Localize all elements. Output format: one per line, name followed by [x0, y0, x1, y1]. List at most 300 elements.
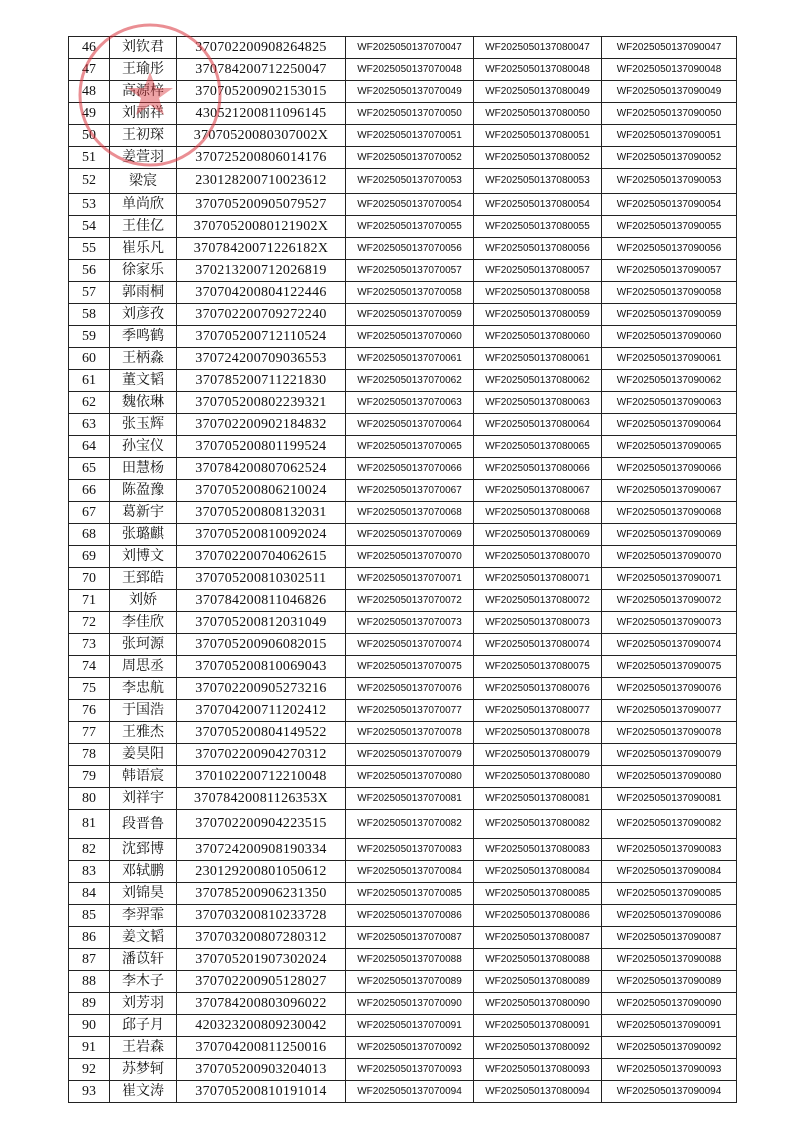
- row-number-cell: 59: [69, 326, 110, 348]
- student-name-cell: 高源梓: [110, 81, 177, 103]
- row-number-cell: 76: [69, 700, 110, 722]
- id-number-cell: 370703200807280312: [177, 927, 346, 949]
- table-row: [69, 147, 737, 169]
- code-080-cell: WF2025050137080052: [474, 147, 602, 169]
- row-number-cell: 85: [69, 905, 110, 927]
- code-070-cell: WF2025050137070069: [346, 524, 474, 546]
- student-name-cell: 葛新宇: [110, 502, 177, 524]
- table-row: [69, 458, 737, 480]
- code-080-cell: WF2025050137080089: [474, 971, 602, 993]
- code-090-cell: WF2025050137090077: [602, 700, 737, 722]
- code-080-cell: WF2025050137080066: [474, 458, 602, 480]
- table-row: [69, 546, 737, 568]
- student-name-cell: 季鸣鹤: [110, 326, 177, 348]
- table-row: [69, 169, 737, 194]
- id-number-cell: 370703200810233728: [177, 905, 346, 927]
- code-070-cell: WF2025050137070091: [346, 1015, 474, 1037]
- student-name-cell: 刘锦昊: [110, 883, 177, 905]
- table-row: [69, 634, 737, 656]
- student-name-cell: 李羿霏: [110, 905, 177, 927]
- code-090-cell: WF2025050137090074: [602, 634, 737, 656]
- code-080-cell: WF2025050137080063: [474, 392, 602, 414]
- code-070-cell: WF2025050137070089: [346, 971, 474, 993]
- code-090-cell: WF2025050137090073: [602, 612, 737, 634]
- code-070-cell: WF2025050137070051: [346, 125, 474, 147]
- code-070-cell: WF2025050137070075: [346, 656, 474, 678]
- code-090-cell: WF2025050137090088: [602, 949, 737, 971]
- student-name-cell: 陈盈豫: [110, 480, 177, 502]
- table-row: [69, 744, 737, 766]
- code-090-cell: WF2025050137090087: [602, 927, 737, 949]
- id-number-cell: 370213200712026819: [177, 260, 346, 282]
- code-090-cell: WF2025050137090082: [602, 810, 737, 839]
- code-070-cell: WF2025050137070079: [346, 744, 474, 766]
- student-name-cell: 李忠航: [110, 678, 177, 700]
- id-number-cell: 370705200806210024: [177, 480, 346, 502]
- code-070-cell: WF2025050137070056: [346, 238, 474, 260]
- code-080-cell: WF2025050137080074: [474, 634, 602, 656]
- student-name-cell: 刘芳羽: [110, 993, 177, 1015]
- id-number-cell: 37078420081126353X: [177, 788, 346, 810]
- code-090-cell: WF2025050137090049: [602, 81, 737, 103]
- code-090-cell: WF2025050137090089: [602, 971, 737, 993]
- table-row: [69, 125, 737, 147]
- code-090-cell: WF2025050137090050: [602, 103, 737, 125]
- id-number-cell: 370784200803096022: [177, 993, 346, 1015]
- code-080-cell: WF2025050137080078: [474, 722, 602, 744]
- code-080-cell: WF2025050137080047: [474, 37, 602, 59]
- code-080-cell: WF2025050137080091: [474, 1015, 602, 1037]
- code-090-cell: WF2025050137090054: [602, 194, 737, 216]
- code-090-cell: WF2025050137090079: [602, 744, 737, 766]
- code-090-cell: WF2025050137090071: [602, 568, 737, 590]
- student-name-cell: 邱子月: [110, 1015, 177, 1037]
- code-080-cell: WF2025050137080088: [474, 949, 602, 971]
- id-number-cell: 430521200811096145: [177, 103, 346, 125]
- code-090-cell: WF2025050137090053: [602, 169, 737, 194]
- code-070-cell: WF2025050137070085: [346, 883, 474, 905]
- id-number-cell: 370702200905273216: [177, 678, 346, 700]
- code-090-cell: WF2025050137090078: [602, 722, 737, 744]
- table-row: [69, 568, 737, 590]
- table-row: [69, 436, 737, 458]
- id-number-cell: 370704200711202412: [177, 700, 346, 722]
- table-row: [69, 194, 737, 216]
- code-080-cell: WF2025050137080085: [474, 883, 602, 905]
- code-070-cell: WF2025050137070088: [346, 949, 474, 971]
- code-090-cell: WF2025050137090083: [602, 839, 737, 861]
- code-090-cell: WF2025050137090086: [602, 905, 737, 927]
- code-070-cell: WF2025050137070090: [346, 993, 474, 1015]
- code-070-cell: WF2025050137070077: [346, 700, 474, 722]
- table-row: [69, 700, 737, 722]
- code-080-cell: WF2025050137080053: [474, 169, 602, 194]
- table-row: [69, 722, 737, 744]
- code-070-cell: WF2025050137070047: [346, 37, 474, 59]
- code-070-cell: WF2025050137070071: [346, 568, 474, 590]
- code-080-cell: WF2025050137080090: [474, 993, 602, 1015]
- id-number-cell: 370702200908264825: [177, 37, 346, 59]
- student-name-cell: 徐家乐: [110, 260, 177, 282]
- student-name-cell: 王柄淼: [110, 348, 177, 370]
- code-070-cell: WF2025050137070082: [346, 810, 474, 839]
- row-number-cell: 69: [69, 546, 110, 568]
- code-070-cell: WF2025050137070053: [346, 169, 474, 194]
- student-name-cell: 王初琛: [110, 125, 177, 147]
- table-row: [69, 590, 737, 612]
- row-number-cell: 60: [69, 348, 110, 370]
- table-row: [69, 883, 737, 905]
- table-row: [69, 216, 737, 238]
- table-row: [69, 810, 737, 839]
- row-number-cell: 74: [69, 656, 110, 678]
- code-070-cell: WF2025050137070059: [346, 304, 474, 326]
- row-number-cell: 47: [69, 59, 110, 81]
- code-070-cell: WF2025050137070086: [346, 905, 474, 927]
- code-090-cell: WF2025050137090076: [602, 678, 737, 700]
- student-name-cell: 刘娇: [110, 590, 177, 612]
- id-number-cell: 370705200812031049: [177, 612, 346, 634]
- code-080-cell: WF2025050137080070: [474, 546, 602, 568]
- table-row: [69, 304, 737, 326]
- code-090-cell: WF2025050137090048: [602, 59, 737, 81]
- id-number-cell: 370784200712250047: [177, 59, 346, 81]
- table-row: [69, 370, 737, 392]
- row-number-cell: 79: [69, 766, 110, 788]
- table-row: [69, 839, 737, 861]
- code-070-cell: WF2025050137070065: [346, 436, 474, 458]
- row-number-cell: 93: [69, 1081, 110, 1103]
- code-070-cell: WF2025050137070058: [346, 282, 474, 304]
- code-090-cell: WF2025050137090067: [602, 480, 737, 502]
- code-090-cell: WF2025050137090069: [602, 524, 737, 546]
- code-090-cell: WF2025050137090052: [602, 147, 737, 169]
- student-name-cell: 刘祥宇: [110, 788, 177, 810]
- id-number-cell: 370702200904270312: [177, 744, 346, 766]
- table-row: [69, 949, 737, 971]
- code-070-cell: WF2025050137070073: [346, 612, 474, 634]
- table-row: [69, 348, 737, 370]
- student-name-cell: 王佳亿: [110, 216, 177, 238]
- code-080-cell: WF2025050137080081: [474, 788, 602, 810]
- code-080-cell: WF2025050137080094: [474, 1081, 602, 1103]
- row-number-cell: 56: [69, 260, 110, 282]
- code-080-cell: WF2025050137080050: [474, 103, 602, 125]
- table-row: [69, 1037, 737, 1059]
- id-number-cell: 370705200810191014: [177, 1081, 346, 1103]
- code-090-cell: WF2025050137090062: [602, 370, 737, 392]
- row-number-cell: 54: [69, 216, 110, 238]
- row-number-cell: 82: [69, 839, 110, 861]
- code-090-cell: WF2025050137090093: [602, 1059, 737, 1081]
- code-070-cell: WF2025050137070076: [346, 678, 474, 700]
- row-number-cell: 89: [69, 993, 110, 1015]
- student-name-cell: 刘彦孜: [110, 304, 177, 326]
- code-080-cell: WF2025050137080093: [474, 1059, 602, 1081]
- code-090-cell: WF2025050137090081: [602, 788, 737, 810]
- id-number-cell: 370705200905079527: [177, 194, 346, 216]
- id-number-cell: 420323200809230042: [177, 1015, 346, 1037]
- table-row: [69, 1015, 737, 1037]
- student-name-cell: 单尚欣: [110, 194, 177, 216]
- student-name-cell: 魏依琳: [110, 392, 177, 414]
- row-number-cell: 70: [69, 568, 110, 590]
- student-name-cell: 崔文涛: [110, 1081, 177, 1103]
- code-080-cell: WF2025050137080048: [474, 59, 602, 81]
- id-number-cell: 370705200712110524: [177, 326, 346, 348]
- code-080-cell: WF2025050137080065: [474, 436, 602, 458]
- student-name-cell: 刘钦君: [110, 37, 177, 59]
- code-070-cell: WF2025050137070067: [346, 480, 474, 502]
- code-080-cell: WF2025050137080073: [474, 612, 602, 634]
- code-080-cell: WF2025050137080054: [474, 194, 602, 216]
- code-080-cell: WF2025050137080051: [474, 125, 602, 147]
- student-name-cell: 王雅杰: [110, 722, 177, 744]
- id-number-cell: 230129200801050612: [177, 861, 346, 883]
- code-070-cell: WF2025050137070061: [346, 348, 474, 370]
- student-name-cell: 张璐麒: [110, 524, 177, 546]
- code-080-cell: WF2025050137080082: [474, 810, 602, 839]
- code-070-cell: WF2025050137070081: [346, 788, 474, 810]
- id-number-cell: 370785200711221830: [177, 370, 346, 392]
- student-name-cell: 段晋鲁: [110, 810, 177, 839]
- row-number-cell: 77: [69, 722, 110, 744]
- id-number-cell: 370705200808132031: [177, 502, 346, 524]
- code-070-cell: WF2025050137070064: [346, 414, 474, 436]
- table-row: [69, 59, 737, 81]
- table-row: [69, 480, 737, 502]
- row-number-cell: 51: [69, 147, 110, 169]
- code-090-cell: WF2025050137090055: [602, 216, 737, 238]
- row-number-cell: 46: [69, 37, 110, 59]
- student-name-cell: 李木子: [110, 971, 177, 993]
- student-name-cell: 潘苡轩: [110, 949, 177, 971]
- table-row: [69, 1059, 737, 1081]
- row-number-cell: 83: [69, 861, 110, 883]
- code-090-cell: WF2025050137090058: [602, 282, 737, 304]
- code-090-cell: WF2025050137090047: [602, 37, 737, 59]
- student-name-cell: 郭雨桐: [110, 282, 177, 304]
- code-090-cell: WF2025050137090059: [602, 304, 737, 326]
- row-number-cell: 66: [69, 480, 110, 502]
- code-080-cell: WF2025050137080080: [474, 766, 602, 788]
- code-090-cell: WF2025050137090080: [602, 766, 737, 788]
- id-number-cell: 370705200906082015: [177, 634, 346, 656]
- student-name-cell: 苏梦轲: [110, 1059, 177, 1081]
- roster-sheet: [68, 36, 737, 1103]
- row-number-cell: 68: [69, 524, 110, 546]
- code-090-cell: WF2025050137090090: [602, 993, 737, 1015]
- id-number-cell: 370705200804149522: [177, 722, 346, 744]
- table-row: [69, 524, 737, 546]
- id-number-cell: 370705200801199524: [177, 436, 346, 458]
- table-row: [69, 927, 737, 949]
- row-number-cell: 67: [69, 502, 110, 524]
- id-number-cell: 370705200810302511: [177, 568, 346, 590]
- row-number-cell: 80: [69, 788, 110, 810]
- code-080-cell: WF2025050137080092: [474, 1037, 602, 1059]
- id-number-cell: 370725200806014176: [177, 147, 346, 169]
- student-name-cell: 孙宝仪: [110, 436, 177, 458]
- table-row: [69, 788, 737, 810]
- code-090-cell: WF2025050137090084: [602, 861, 737, 883]
- code-080-cell: WF2025050137080077: [474, 700, 602, 722]
- id-number-cell: 37070520080121902X: [177, 216, 346, 238]
- code-080-cell: WF2025050137080075: [474, 656, 602, 678]
- table-row: [69, 971, 737, 993]
- code-090-cell: WF2025050137090092: [602, 1037, 737, 1059]
- student-name-cell: 姜文韬: [110, 927, 177, 949]
- code-080-cell: WF2025050137080069: [474, 524, 602, 546]
- code-080-cell: WF2025050137080062: [474, 370, 602, 392]
- code-070-cell: WF2025050137070084: [346, 861, 474, 883]
- row-number-cell: 91: [69, 1037, 110, 1059]
- row-number-cell: 73: [69, 634, 110, 656]
- id-number-cell: 37078420071226182X: [177, 238, 346, 260]
- id-number-cell: 370785200906231350: [177, 883, 346, 905]
- code-080-cell: WF2025050137080067: [474, 480, 602, 502]
- code-080-cell: WF2025050137080079: [474, 744, 602, 766]
- code-070-cell: WF2025050137070055: [346, 216, 474, 238]
- code-080-cell: WF2025050137080055: [474, 216, 602, 238]
- code-090-cell: WF2025050137090051: [602, 125, 737, 147]
- roster-table: [68, 36, 737, 1103]
- id-number-cell: 370704200804122446: [177, 282, 346, 304]
- code-070-cell: WF2025050137070083: [346, 839, 474, 861]
- code-080-cell: WF2025050137080049: [474, 81, 602, 103]
- student-name-cell: 王瑜彤: [110, 59, 177, 81]
- code-090-cell: WF2025050137090056: [602, 238, 737, 260]
- table-row: [69, 81, 737, 103]
- code-090-cell: WF2025050137090066: [602, 458, 737, 480]
- code-080-cell: WF2025050137080084: [474, 861, 602, 883]
- row-number-cell: 81: [69, 810, 110, 839]
- code-070-cell: WF2025050137070087: [346, 927, 474, 949]
- table-row: [69, 861, 737, 883]
- student-name-cell: 姜萱羽: [110, 147, 177, 169]
- row-number-cell: 50: [69, 125, 110, 147]
- code-070-cell: WF2025050137070048: [346, 59, 474, 81]
- student-name-cell: 张珂源: [110, 634, 177, 656]
- row-number-cell: 78: [69, 744, 110, 766]
- id-number-cell: 370705200810069043: [177, 656, 346, 678]
- student-name-cell: 李佳欣: [110, 612, 177, 634]
- id-number-cell: 370705200903204013: [177, 1059, 346, 1081]
- code-070-cell: WF2025050137070074: [346, 634, 474, 656]
- row-number-cell: 72: [69, 612, 110, 634]
- code-090-cell: WF2025050137090061: [602, 348, 737, 370]
- table-row: [69, 392, 737, 414]
- table-row: [69, 993, 737, 1015]
- id-number-cell: 370702200902184832: [177, 414, 346, 436]
- row-number-cell: 92: [69, 1059, 110, 1081]
- table-row: [69, 282, 737, 304]
- code-080-cell: WF2025050137080061: [474, 348, 602, 370]
- code-090-cell: WF2025050137090068: [602, 502, 737, 524]
- table-row: [69, 260, 737, 282]
- table-row: [69, 103, 737, 125]
- code-070-cell: WF2025050137070066: [346, 458, 474, 480]
- code-070-cell: WF2025050137070060: [346, 326, 474, 348]
- code-070-cell: WF2025050137070063: [346, 392, 474, 414]
- code-070-cell: WF2025050137070080: [346, 766, 474, 788]
- row-number-cell: 90: [69, 1015, 110, 1037]
- student-name-cell: 梁宸: [110, 169, 177, 194]
- row-number-cell: 57: [69, 282, 110, 304]
- code-080-cell: WF2025050137080060: [474, 326, 602, 348]
- code-070-cell: WF2025050137070094: [346, 1081, 474, 1103]
- code-070-cell: WF2025050137070070: [346, 546, 474, 568]
- table-row: [69, 678, 737, 700]
- code-080-cell: WF2025050137080087: [474, 927, 602, 949]
- code-080-cell: WF2025050137080083: [474, 839, 602, 861]
- student-name-cell: 王岩森: [110, 1037, 177, 1059]
- id-number-cell: 370702200904223515: [177, 810, 346, 839]
- code-080-cell: WF2025050137080059: [474, 304, 602, 326]
- row-number-cell: 65: [69, 458, 110, 480]
- code-080-cell: WF2025050137080071: [474, 568, 602, 590]
- id-number-cell: 370705200902153015: [177, 81, 346, 103]
- table-row: [69, 905, 737, 927]
- id-number-cell: 370784200807062524: [177, 458, 346, 480]
- code-090-cell: WF2025050137090064: [602, 414, 737, 436]
- code-090-cell: WF2025050137090091: [602, 1015, 737, 1037]
- code-080-cell: WF2025050137080068: [474, 502, 602, 524]
- code-080-cell: WF2025050137080058: [474, 282, 602, 304]
- student-name-cell: 董文韬: [110, 370, 177, 392]
- table-row: [69, 502, 737, 524]
- code-090-cell: WF2025050137090070: [602, 546, 737, 568]
- id-number-cell: 370702200709272240: [177, 304, 346, 326]
- code-080-cell: WF2025050137080056: [474, 238, 602, 260]
- id-number-cell: 370724200908190334: [177, 839, 346, 861]
- student-name-cell: 邓轼鹏: [110, 861, 177, 883]
- code-080-cell: WF2025050137080076: [474, 678, 602, 700]
- code-080-cell: WF2025050137080072: [474, 590, 602, 612]
- code-070-cell: WF2025050137070052: [346, 147, 474, 169]
- table-row: [69, 414, 737, 436]
- code-080-cell: WF2025050137080086: [474, 905, 602, 927]
- row-number-cell: 75: [69, 678, 110, 700]
- id-number-cell: 370724200709036553: [177, 348, 346, 370]
- code-090-cell: WF2025050137090075: [602, 656, 737, 678]
- code-090-cell: WF2025050137090057: [602, 260, 737, 282]
- student-name-cell: 于国浩: [110, 700, 177, 722]
- row-number-cell: 61: [69, 370, 110, 392]
- code-080-cell: WF2025050137080057: [474, 260, 602, 282]
- student-name-cell: 张玉辉: [110, 414, 177, 436]
- code-070-cell: WF2025050137070092: [346, 1037, 474, 1059]
- id-number-cell: 230128200710023612: [177, 169, 346, 194]
- row-number-cell: 48: [69, 81, 110, 103]
- id-number-cell: 370705200810092024: [177, 524, 346, 546]
- code-090-cell: WF2025050137090072: [602, 590, 737, 612]
- id-number-cell: 370705201907302024: [177, 949, 346, 971]
- student-name-cell: 刘丽祥: [110, 103, 177, 125]
- roster-body: [69, 37, 737, 1103]
- student-name-cell: 王郅皓: [110, 568, 177, 590]
- row-number-cell: 64: [69, 436, 110, 458]
- row-number-cell: 58: [69, 304, 110, 326]
- table-row: [69, 238, 737, 260]
- student-name-cell: 姜昊阳: [110, 744, 177, 766]
- row-number-cell: 62: [69, 392, 110, 414]
- id-number-cell: 370704200811250016: [177, 1037, 346, 1059]
- row-number-cell: 52: [69, 169, 110, 194]
- student-name-cell: 沈郅博: [110, 839, 177, 861]
- row-number-cell: 63: [69, 414, 110, 436]
- code-080-cell: WF2025050137080064: [474, 414, 602, 436]
